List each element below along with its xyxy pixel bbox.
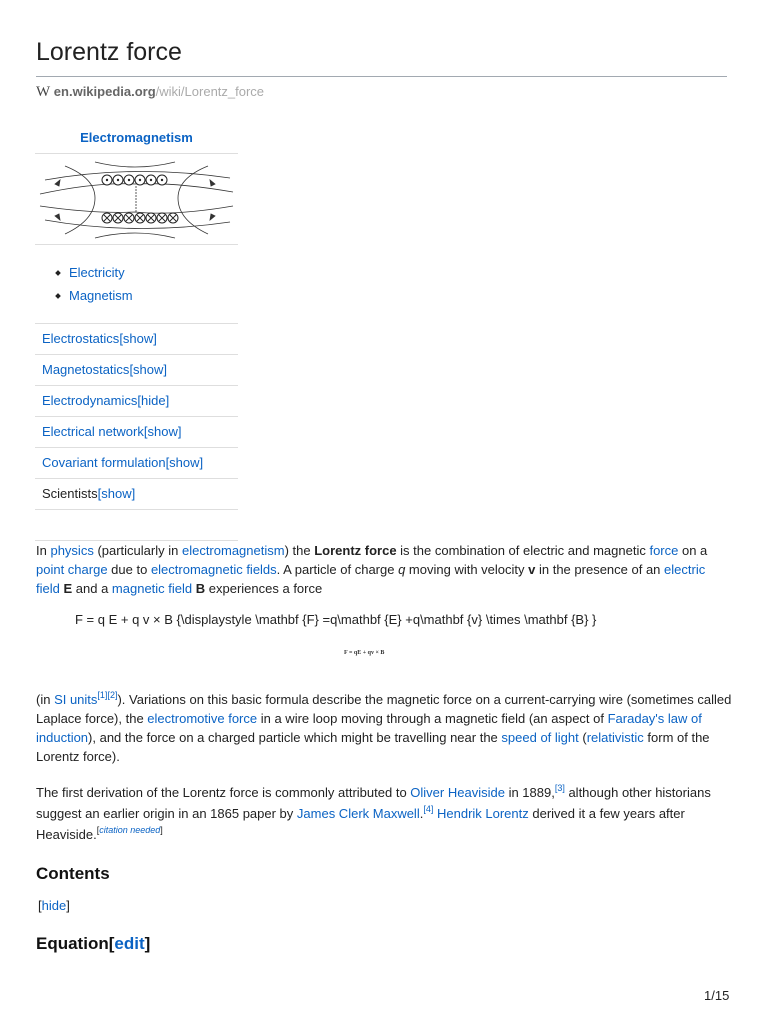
title-divider (36, 76, 727, 77)
infobox-row-magnetostatics[interactable]: Magnetostatics[show] (35, 354, 238, 385)
link-electromagnetism[interactable]: electromagnetism (181, 543, 285, 558)
infobox (35, 122, 238, 541)
link-point-charge[interactable]: point charge (36, 562, 108, 577)
intro-paragraph: In physics (particularly in electromagnetism) the Lorentz force is the combination of electric and magnetic force on a point charge due to electromagnetic fields. A particle of charge q moving with velocity v in the presence of an electric field E and a magnetic field B experiences a force (36, 543, 708, 596)
wikipedia-w-icon: W (36, 84, 51, 100)
infobox-row-electrodynamics[interactable]: Electrodynamics[hide] (35, 385, 238, 416)
citation-needed-link[interactable]: citation needed (99, 825, 161, 835)
reference-3[interactable]: [3] (554, 783, 565, 793)
infobox-row-covariant-formulation[interactable]: Covariant formulation[show] (35, 447, 238, 478)
formula-image: F = qE + qv × B (344, 650, 385, 656)
solenoid-diagram (35, 154, 238, 244)
link-relativistic[interactable]: relativistic (586, 730, 644, 745)
source-path[interactable]: /wiki/Lorentz_force (155, 84, 265, 99)
infobox-row-electrostatics[interactable]: Electrostatics[show] (35, 323, 238, 354)
reference-2[interactable]: [2] (107, 690, 118, 700)
contents-toggle: [hide] (38, 898, 70, 913)
reference-4[interactable]: [4] (423, 804, 434, 814)
solenoid-field-lines-icon (35, 154, 238, 244)
link-force[interactable]: force (649, 543, 679, 558)
source-line (36, 84, 264, 101)
link-si-units[interactable]: SI units (54, 692, 98, 707)
equation-heading: Equation[edit] (36, 934, 151, 953)
reference-1[interactable]: [1] (97, 690, 108, 700)
link-faradays-law[interactable]: Faraday's law of induction (36, 711, 702, 745)
infobox-list-item[interactable]: Magnetism (53, 284, 238, 307)
infobox-row-scientists[interactable]: Scientists[show] (35, 478, 238, 509)
history-paragraph: The first derivation of the Lorentz force is commonly attributed to Oliver Heaviside in 1889,[3] although other historians suggest an earlier origin in an 1865 paper by James Clerk Maxwell.[4] Hendrik Lorentz derived it a few years after Heaviside.[citation needed] (36, 783, 711, 842)
link-speed-of-light[interactable]: speed of light (501, 730, 579, 745)
source-domain[interactable]: en.wikipedia.org (53, 84, 156, 99)
link-electric-field[interactable]: electric field (36, 562, 706, 596)
hide-contents-link[interactable]: hide (41, 898, 67, 913)
link-james-clerk-maxwell[interactable]: James Clerk Maxwell (296, 806, 420, 821)
infobox-list (35, 245, 238, 323)
link-electromagnetic-fields[interactable]: electromagnetic fields (150, 562, 277, 577)
contents-heading: Contents (36, 864, 110, 883)
link-magnetic-field[interactable]: magnetic field (111, 581, 193, 596)
link-physics[interactable]: physics (50, 543, 94, 558)
page-number: 1/15 (704, 988, 730, 1003)
variations-paragraph: (in SI units[1][2]). Variations on this basic formula describe the magnetic force on a current-carrying wire (sometimes called Laplace force), the electromotive force in a wire loop moving through a magnetic field (an aspect of Faraday's law of induction), and the force on a charged particle which might be travelling near the speed of light (relativistic form of the Lorentz force). (36, 690, 732, 764)
infobox-row-electrical-network[interactable]: Electrical network[show] (35, 416, 238, 447)
infobox-empty-row (35, 509, 238, 541)
page-title: Lorentz force (36, 38, 182, 66)
edit-section-link[interactable]: edit (114, 934, 145, 953)
link-hendrik-lorentz[interactable]: Hendrik Lorentz (436, 806, 529, 821)
link-oliver-heaviside[interactable]: Oliver Heaviside (410, 785, 505, 800)
formula-text: F = q E + q v × B {\displaystyle \mathbf {F} =q\mathbf {E} +q\mathbf {v} \times \mathbf {B} } (75, 612, 597, 627)
infobox-title[interactable]: Electromagnetism (80, 130, 193, 145)
infobox-list-item[interactable]: Electricity (53, 261, 238, 284)
link-electromotive-force[interactable]: electromotive force (147, 711, 258, 726)
